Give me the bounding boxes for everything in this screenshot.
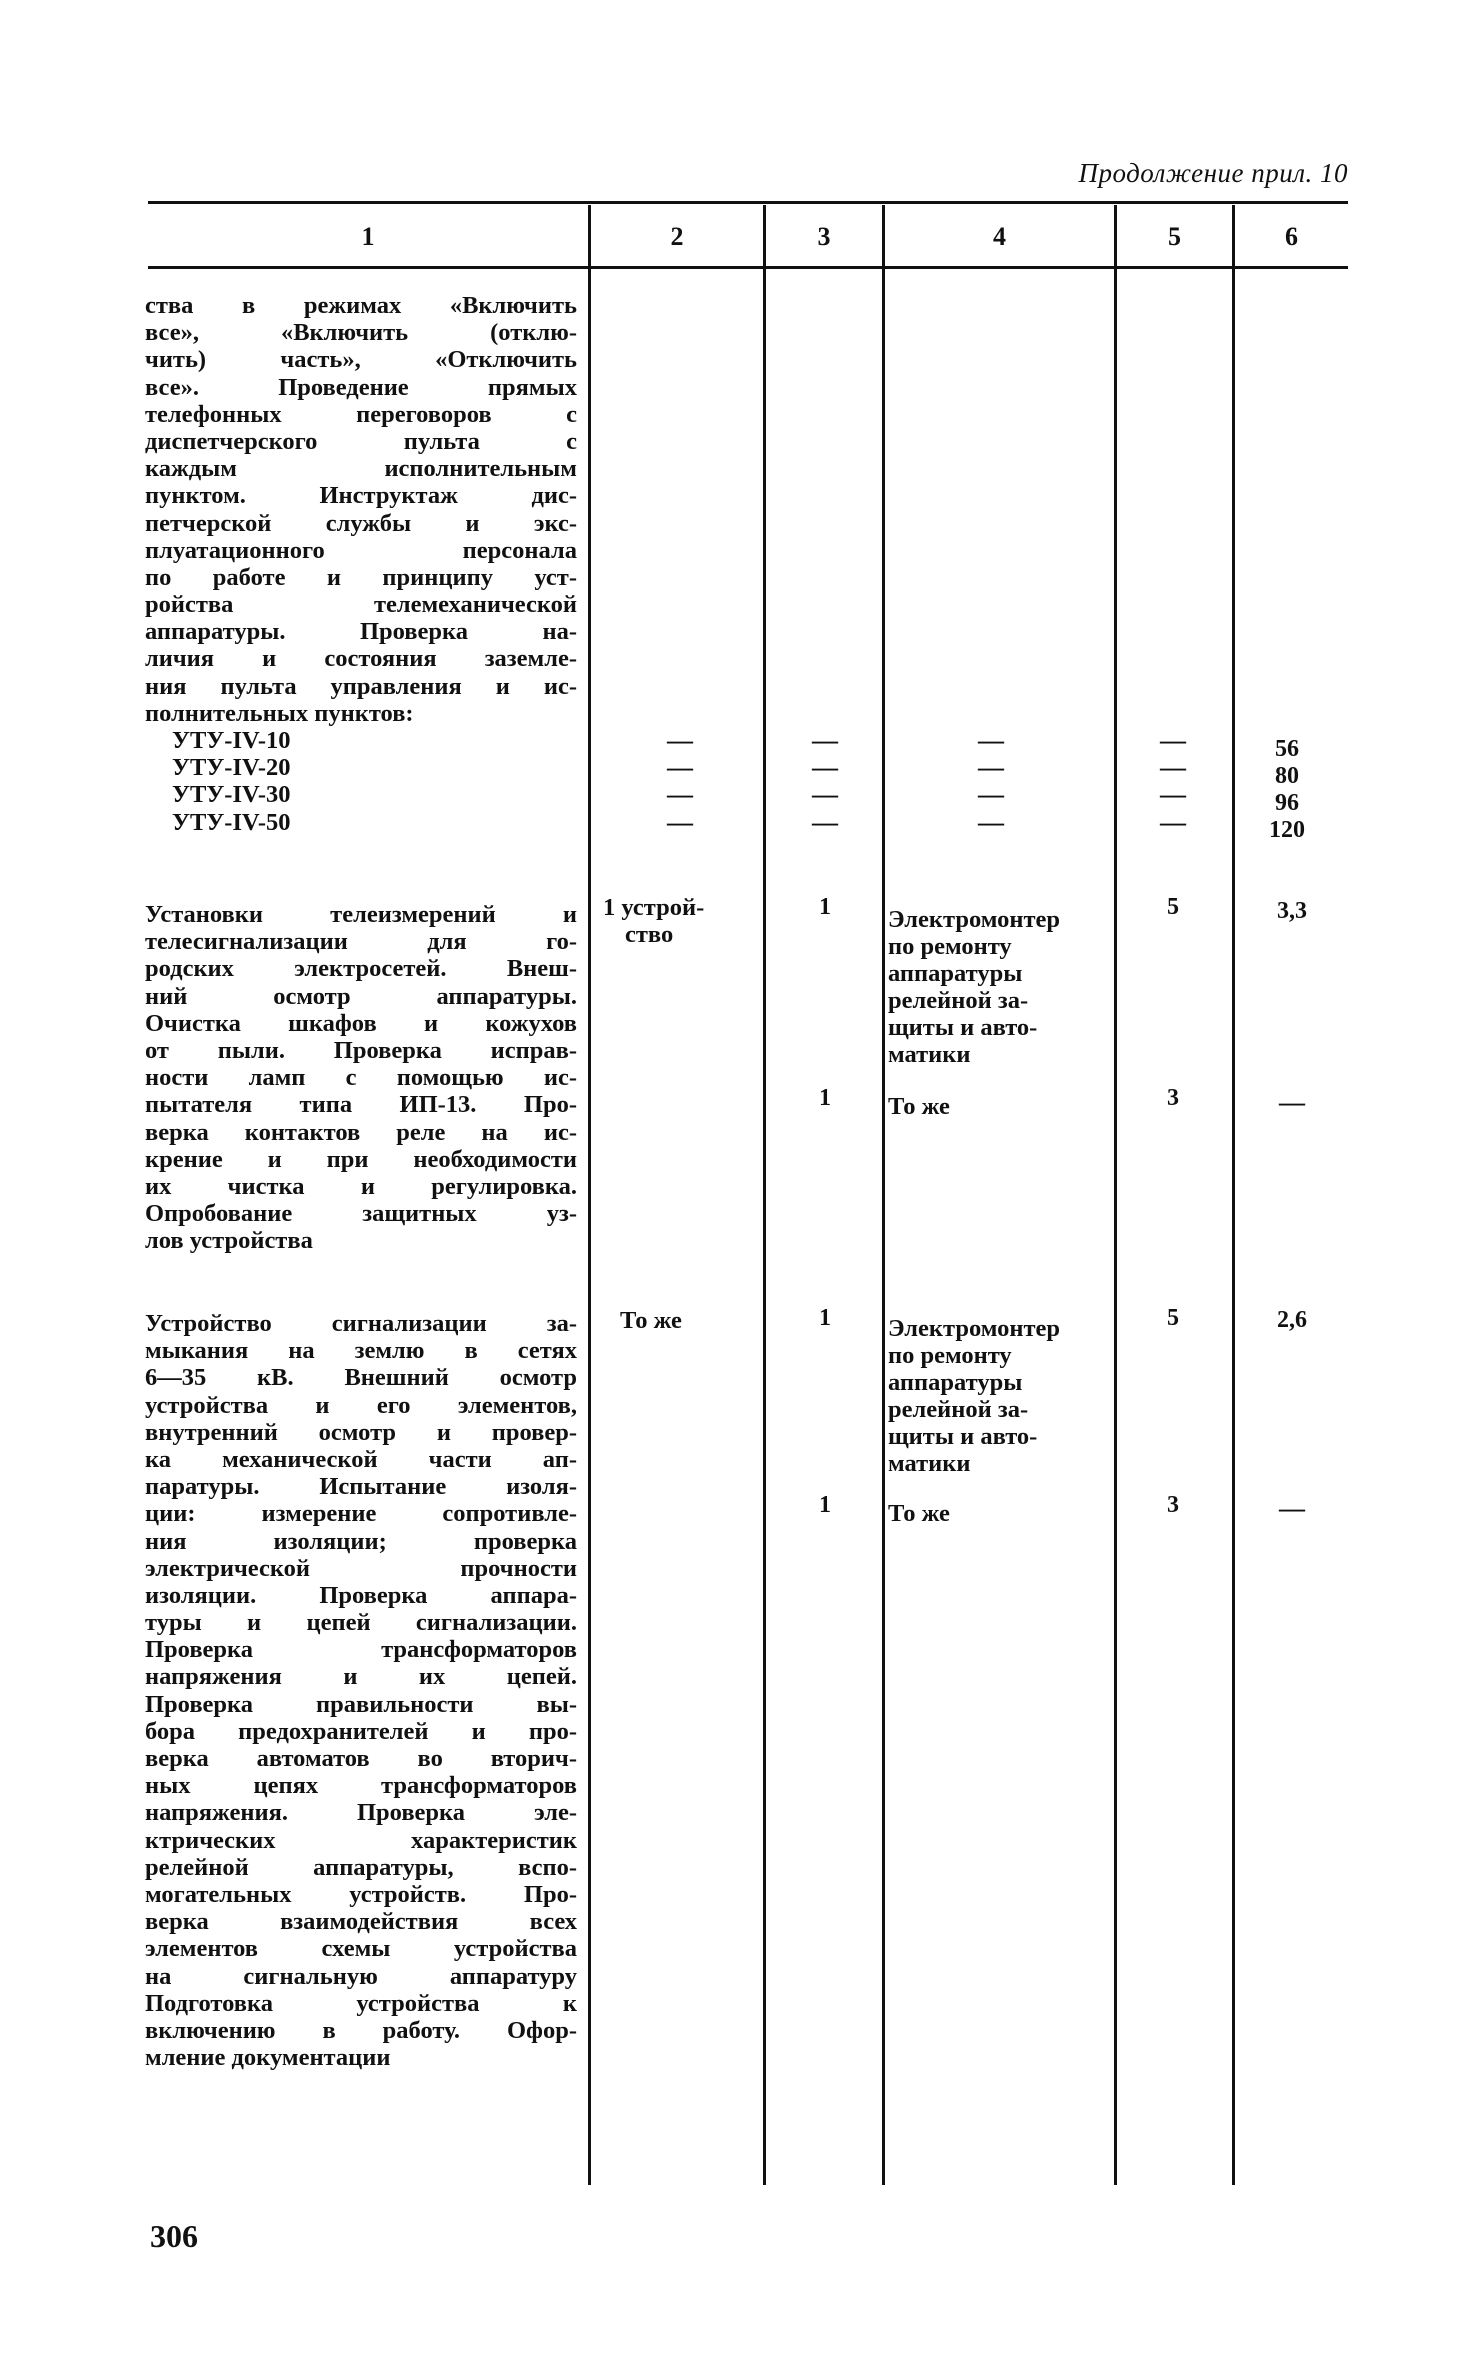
text-line: пытателя типа ИП-13. Про- xyxy=(145,1091,577,1119)
text-line: диспетчерского пульта с xyxy=(145,427,577,455)
text-line: Устройство сигнализации за- xyxy=(145,1310,577,1337)
text-line: элементов схемы устройства xyxy=(145,1935,577,1963)
text-line: по ремонту xyxy=(888,1342,1012,1369)
dash: — xyxy=(667,780,693,810)
text-line: ния пульта управления и ис- xyxy=(145,672,577,700)
dash: — xyxy=(812,780,838,810)
quantity-line: ство xyxy=(625,921,674,948)
text-line: аппаратуры xyxy=(888,1369,1023,1396)
text-line: ктрических характеристик xyxy=(145,1826,577,1854)
row2-col5-b: 3 xyxy=(1167,1085,1179,1111)
column-header-1: 1 xyxy=(361,222,375,251)
text-line: по работе и принципу уст- xyxy=(145,563,577,591)
text-line: каждым исполнительным xyxy=(145,455,577,483)
text-line: верка контактов реле на ис- xyxy=(145,1118,577,1146)
dash: — xyxy=(812,753,838,783)
row1-item-list xyxy=(172,727,291,836)
dash: — xyxy=(978,780,1004,810)
item-uty-iv-20: УТУ-IV-20 xyxy=(172,754,291,782)
text-line: на сигнальную аппаратуру xyxy=(145,1962,577,1990)
column-header-3: 3 xyxy=(817,222,831,251)
text-line: ния изоляции; проверка xyxy=(145,1527,577,1555)
text-line: релейной аппаратуры, вспо- xyxy=(145,1853,577,1881)
text-line: ройства телемеханической xyxy=(145,591,577,619)
row3-col3-b: 1 xyxy=(819,1492,831,1518)
row3-col5-a: 5 xyxy=(1167,1305,1179,1331)
text-line: их чистка и регулировка. xyxy=(145,1172,577,1200)
column-header-5: 5 xyxy=(1168,222,1181,251)
text-line: могательных устройств. Про- xyxy=(145,1880,577,1908)
row2-col4-a xyxy=(888,906,1110,1068)
item-uty-iv-50: УТУ-IV-50 xyxy=(172,808,291,836)
text-line: Опробование защитных уз- xyxy=(145,1200,577,1228)
text-line: ства в режимах «Включить xyxy=(145,292,577,319)
row1-description xyxy=(145,292,577,727)
row3-col4-a xyxy=(888,1315,1110,1477)
text-line: телесигнализации для го- xyxy=(145,928,577,956)
text-line: личия и состояния заземле- xyxy=(145,645,577,673)
text-line: Очистка шкафов и кожухов xyxy=(145,1009,577,1037)
dash: — xyxy=(667,753,693,783)
row3-description xyxy=(145,1310,577,2071)
text-line: пунктом. Инструктаж дис- xyxy=(145,482,577,510)
row2-col3-b: 1 xyxy=(819,1085,831,1111)
row1-col2-dashes xyxy=(655,727,705,836)
text-line: мление документации xyxy=(145,2044,391,2072)
text-line: чить) часть», «Отключить xyxy=(145,346,577,374)
dash: — xyxy=(812,807,838,837)
quantity-line: 1 устрой- xyxy=(603,894,705,921)
row3-col3-a: 1 xyxy=(819,1305,831,1331)
dash: — xyxy=(978,807,1004,837)
text-line: лов устройства xyxy=(145,1227,313,1255)
text-line: напряжения и их цепей. xyxy=(145,1663,577,1691)
table-header-rule xyxy=(148,266,1348,269)
row3-col6-a: 2,6 xyxy=(1277,1307,1307,1333)
dash: — xyxy=(1160,807,1186,837)
text-line: ний осмотр аппаратуры. xyxy=(145,982,577,1010)
row2-description xyxy=(145,901,577,1254)
row2-col4-b xyxy=(888,1093,1110,1120)
dash: — xyxy=(667,807,693,837)
value: 80 xyxy=(1275,763,1299,789)
text-line: ка механической части ап- xyxy=(145,1445,577,1473)
column-divider-3 xyxy=(882,205,885,2185)
text-line: То же xyxy=(888,1093,950,1120)
text-line: матики xyxy=(888,1450,971,1477)
row1-col6-values xyxy=(1252,736,1322,844)
row2-col6-a: 3,3 xyxy=(1277,898,1307,924)
row2-col2 xyxy=(603,894,763,948)
text-line: щиты и авто- xyxy=(888,1423,1038,1450)
text-line: верка автоматов во вторич- xyxy=(145,1745,577,1772)
text-line: 6—35 кВ. Внешний осмотр xyxy=(145,1364,577,1392)
value: 56 xyxy=(1275,736,1299,762)
value: 120 xyxy=(1269,817,1305,843)
row1-col3-dashes xyxy=(800,727,850,836)
text-line: от пыли. Проверка исправ- xyxy=(145,1036,577,1064)
row2-col3-a: 1 xyxy=(819,894,831,920)
text-line: родских электросетей. Внеш- xyxy=(145,955,577,983)
text-line: паратуры. Испытание изоля- xyxy=(145,1473,577,1501)
text-line: ных цепях трансформаторов xyxy=(145,1772,577,1800)
text-line: ности ламп с помощью ис- xyxy=(145,1064,577,1092)
row2-col5-a: 5 xyxy=(1167,894,1179,920)
text-line: устройства и его элементов, xyxy=(145,1391,577,1419)
row3-col6-b: — xyxy=(1279,1494,1305,1523)
text-line: Проверка трансформаторов xyxy=(145,1636,577,1664)
row1-col5-dashes xyxy=(1148,727,1198,836)
table-top-rule xyxy=(148,201,1348,204)
dash: — xyxy=(1160,753,1186,783)
column-divider-1 xyxy=(588,205,591,2185)
item-uty-iv-10: УТУ-IV-10 xyxy=(172,727,291,754)
dash: — xyxy=(1160,726,1186,755)
text-line: внутренний осмотр и провер- xyxy=(145,1418,577,1446)
dash: — xyxy=(667,726,693,755)
text-line: Установки телеизмерений и xyxy=(145,901,577,928)
text-line: Подготовка устройства к xyxy=(145,1989,577,2017)
text-line: полнительных пунктов: xyxy=(145,699,414,727)
text-line: все», «Включить (отклю- xyxy=(145,319,577,347)
row1-col4-dashes xyxy=(966,727,1016,836)
column-header-4: 4 xyxy=(993,222,1006,251)
column-divider-4 xyxy=(1114,205,1117,2185)
row3-col4-b xyxy=(888,1500,1110,1527)
text-line: изоляции. Проверка аппара- xyxy=(145,1581,577,1609)
item-uty-iv-30: УТУ-IV-30 xyxy=(172,781,291,809)
text-line: релейной за- xyxy=(888,1396,1029,1423)
text-line: плуатационного персонала xyxy=(145,536,577,564)
value: 96 xyxy=(1275,790,1299,816)
column-header-2: 2 xyxy=(670,222,684,251)
dash: — xyxy=(812,726,838,755)
dash: — xyxy=(978,726,1004,755)
text-line: по ремонту xyxy=(888,933,1012,960)
text-line: То же xyxy=(888,1500,950,1527)
row3-col5-b: 3 xyxy=(1167,1492,1179,1518)
text-line: электрической прочности xyxy=(145,1554,577,1582)
text-line: ции: измерение сопротивле- xyxy=(145,1500,577,1528)
dash: — xyxy=(978,753,1004,783)
column-divider-2 xyxy=(763,205,766,2185)
text-line: телефонных переговоров с xyxy=(145,400,577,428)
text-line: аппаратуры. Проверка на- xyxy=(145,618,577,646)
text-line: матики xyxy=(888,1041,971,1068)
text-line: Электромонтер xyxy=(888,1315,1061,1342)
text-line: напряжения. Проверка эле- xyxy=(145,1799,577,1827)
text-line: щиты и авто- xyxy=(888,1014,1038,1041)
row2-col6-b: — xyxy=(1279,1088,1305,1117)
text-line: мыкания на землю в сетях xyxy=(145,1337,577,1365)
text-line: все». Проведение прямых xyxy=(145,373,577,401)
row3-col2: То же xyxy=(620,1307,682,1334)
page-number: 306 xyxy=(150,2218,198,2254)
text-line: релейной за- xyxy=(888,987,1029,1014)
text-line: включению в работу. Офор- xyxy=(145,2016,577,2044)
continuation-label: Продолжение прил. 10 xyxy=(1078,158,1348,188)
text-line: бора предохранителей и про- xyxy=(145,1717,577,1745)
text-line: аппаратуры xyxy=(888,960,1023,987)
dash: — xyxy=(1160,780,1186,810)
text-line: петчерской службы и экс- xyxy=(145,509,577,537)
text-line: Проверка правильности вы- xyxy=(145,1690,577,1718)
text-line: Электромонтер xyxy=(888,906,1061,933)
column-divider-5 xyxy=(1232,205,1235,2185)
text-line: верка взаимодействия всех xyxy=(145,1908,577,1936)
text-line: крение и при необходимости xyxy=(145,1145,577,1173)
text-line: туры и цепей сигнализации. xyxy=(145,1609,577,1637)
column-header-6: 6 xyxy=(1285,222,1298,251)
